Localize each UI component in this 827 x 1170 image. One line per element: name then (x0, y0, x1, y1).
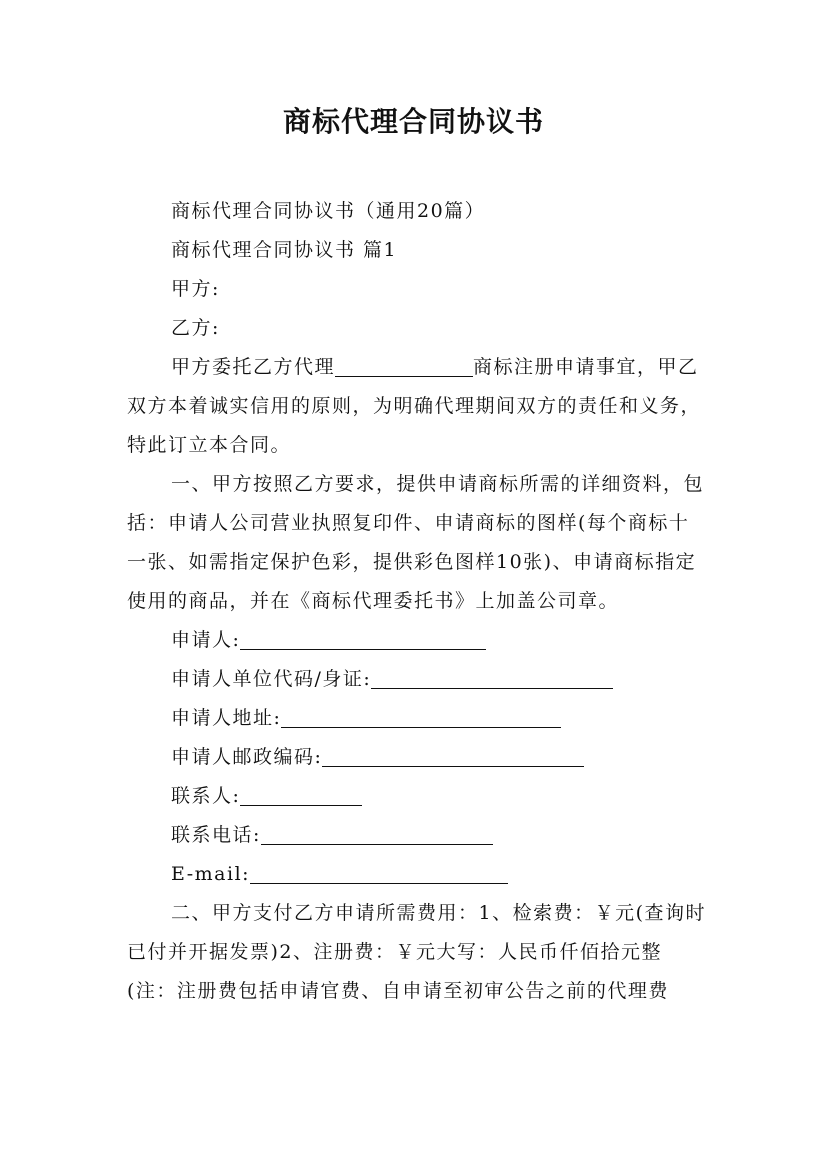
field-email-blank[interactable] (250, 861, 508, 884)
field-applicant-label: 申请人: (171, 629, 241, 651)
field-unit-code-label: 申请人单位代码/身证: (171, 668, 372, 690)
field-postcode-label: 申请人邮政编码: (171, 746, 323, 768)
paragraph-commission (127, 348, 707, 465)
field-contact-label: 联系人: (171, 785, 241, 807)
party-a-label: 甲方: (171, 278, 220, 300)
field-address (127, 699, 707, 738)
field-applicant-blank[interactable] (240, 627, 486, 650)
paragraph-materials: 一、甲方按照乙方要求，提供申请商标所需的详细资料，包括：申请人公司营业执照复印件、申请商标的图样(每个商标十一张、如需指定保护色彩，提供彩色图样10张)、申请商标指定使用的商品，并在《商标代理委托书》上加盖公司章。 (127, 473, 705, 612)
paragraph-fees: 二、甲方支付乙方申请所需费用：1、检索费：￥元(查询时已付并开据发票)2、注册费：￥元大写：人民币仟佰拾元整(注：注册费包括申请官费、自申请至初审公告之前的代理费 (127, 902, 707, 1002)
field-phone-label: 联系电话: (171, 824, 261, 846)
field-address-blank[interactable] (281, 705, 561, 728)
paragraph-commission-prefix: 甲方委托乙方代理 (171, 356, 336, 378)
document-body (127, 192, 707, 1011)
party-b-label: 乙方: (171, 317, 220, 339)
field-phone (127, 816, 707, 855)
document-title: 商标代理合同协议书 (282, 105, 544, 138)
field-applicant (127, 621, 707, 660)
field-contact-blank[interactable] (240, 783, 362, 806)
section-heading: 商标代理合同协议书 篇1 (171, 239, 398, 261)
field-email (127, 855, 707, 894)
field-postcode (127, 738, 707, 777)
paragraph-commission-suffix: 商标注册申请事宜，甲乙双方本着诚实信用的原则，为明确代理期间双方的责任和义务，特此订立本合同。 (127, 356, 702, 456)
subtitle: 商标代理合同协议书（通用20篇） (171, 200, 486, 222)
field-unit-code-blank[interactable] (371, 666, 613, 689)
field-email-label: E-mail: (171, 863, 251, 885)
field-unit-code (127, 660, 707, 699)
field-phone-blank[interactable] (261, 822, 493, 845)
field-contact (127, 777, 707, 816)
field-postcode-blank[interactable] (322, 744, 584, 767)
field-address-label: 申请人地址: (171, 707, 282, 729)
trademark-name-blank[interactable] (335, 354, 473, 377)
